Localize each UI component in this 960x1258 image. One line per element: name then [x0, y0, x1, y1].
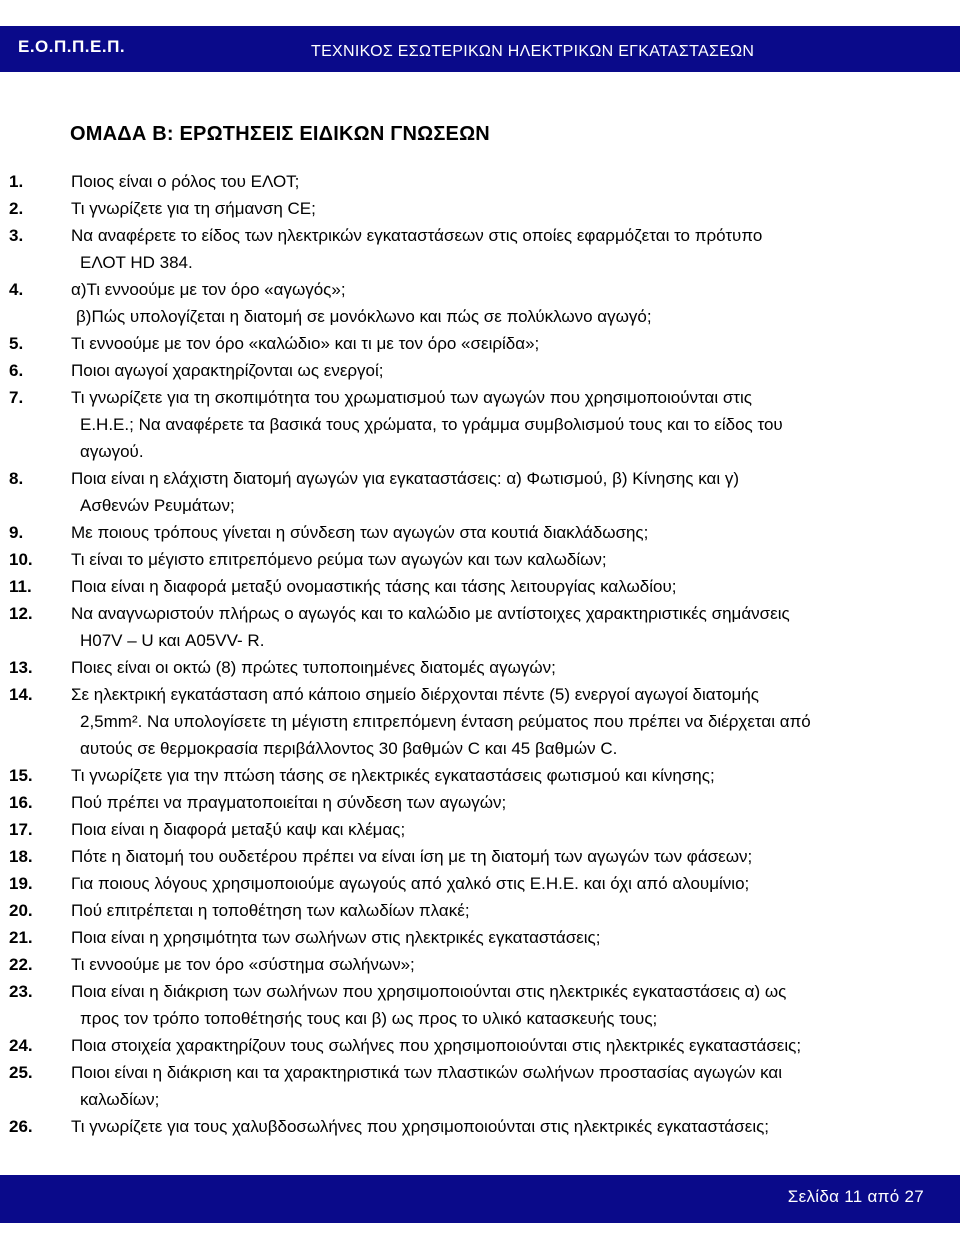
page-number: Σελίδα 11 από 27 [787, 1187, 924, 1206]
question-item [0, 519, 960, 546]
question-text: α)Τι εννοούμε με τον όρο «αγωγός»; [71, 280, 346, 299]
question-list [0, 168, 960, 1140]
question-text: Τι γνωρίζετε για τη σήμανση CE; [71, 199, 316, 218]
question-number: 6. [9, 361, 24, 380]
question-item [0, 924, 960, 951]
header-course-title: ΤΕΧΝΙΚΟΣ ΕΣΩΤΕΡΙΚΩΝ ΗΛΕΚΤΡΙΚΩΝ ΕΓΚΑΤΑΣΤΑΣΕΩΝ [311, 43, 755, 60]
question-number: 18. [9, 847, 33, 866]
question-item [0, 330, 960, 357]
question-item [0, 897, 960, 924]
question-number: 24. [9, 1036, 33, 1055]
question-item [0, 357, 960, 384]
question-item [0, 573, 960, 600]
question-text: Σε ηλεκτρική εγκατάσταση από κάποιο σημείο διέρχονται πέντε (5) ενεργοί αγωγοί διατομής [71, 685, 759, 704]
question-text: Να αναφέρετε το είδος των ηλεκτρικών εγκαταστάσεων στις οποίες εφαρμόζεται το πρότυπο [71, 226, 763, 245]
question-item [0, 816, 960, 843]
question-item [0, 870, 960, 897]
question-number: 14. [9, 685, 33, 704]
question-text-continuation: αυτούς σε θερμοκρασία περιβάλλοντος 30 βαθμών C και 45 βαθμών C. [80, 739, 618, 758]
question-text: Πού επιτρέπεται η τοποθέτηση των καλωδίων πλακέ; [71, 901, 470, 920]
question-text: Ποια στοιχεία χαρακτηρίζουν τους σωλήνες που χρησιμοποιούνται στις ηλεκτρικές εγκαταστάσεις; [71, 1036, 802, 1055]
question-text: Τι εννοούμε με τον όρο «καλώδιο» και τι με τον όρο «σειρίδα»; [71, 334, 540, 353]
question-text: Με ποιους τρόπους γίνεται η σύνδεση των αγωγών στα κουτιά διακλάδωσης; [71, 523, 649, 542]
question-number: 2. [9, 199, 24, 218]
question-text-continuation: β)Πώς υπολογίζεται η διατομή σε μονόκλωνο και πώς σε πολύκλωνο αγωγό; [76, 307, 652, 326]
question-text-continuation: προς τον τρόπο τοποθέτησής τους και β) ως προς το υλικό κατασκευής τους; [80, 1009, 658, 1028]
question-number: 15. [9, 766, 33, 785]
question-number: 22. [9, 955, 33, 974]
question-text-continuation: Ε.Η.Ε.; Να αναφέρετε τα βασικά τους χρώματα, το γράμμα συμβολισμού τους και το είδος του [80, 415, 783, 434]
question-item [0, 222, 960, 276]
header-organization: Ε.Ο.Π.Π.Ε.Π. [18, 37, 126, 56]
question-text: Να αναγνωριστούν πλήρως ο αγωγός και το καλώδιο με αντίστοιχες χαρακτηριστικές σημάνσεις [71, 604, 790, 623]
question-number: 8. [9, 469, 24, 488]
question-item [0, 276, 960, 330]
page-header [0, 0, 960, 95]
question-text: Τι γνωρίζετε για τη σκοπιμότητα του χρωματισμού των αγωγών που χρησιμοποιούνται στις [71, 388, 752, 407]
question-number: 21. [9, 928, 33, 947]
question-number: 26. [9, 1117, 33, 1136]
question-item [0, 978, 960, 1032]
question-text: Τι εννοούμε με τον όρο «σύστημα σωλήνων»; [71, 955, 415, 974]
question-text: Τι είναι το μέγιστο επιτρεπόμενο ρεύμα των αγωγών και των καλωδίων; [71, 550, 607, 569]
question-item [0, 681, 960, 762]
section-title: ΟΜΑΔΑ Β: ΕΡΩΤΗΣΕΙΣ ΕΙΔΙΚΩΝ ΓΝΩΣΕΩΝ [70, 123, 490, 145]
question-item [0, 1032, 960, 1059]
question-text: Πού πρέπει να πραγματοποιείται η σύνδεση των αγωγών; [71, 793, 507, 812]
question-text-continuation: καλωδίων; [80, 1090, 160, 1109]
question-text: Για ποιους λόγους χρησιμοποιούμε αγωγούς από χαλκό στις Ε.Η.Ε. και όχι από αλουμίνιο; [71, 874, 750, 893]
question-text: Ποια είναι η διαφορά μεταξύ καψ και κλέμας; [71, 820, 406, 839]
question-text: Ποια είναι η διάκριση των σωλήνων που χρησιμοποιούνται στις ηλεκτρικές εγκαταστάσεις α) ως [71, 982, 787, 1001]
question-item [0, 654, 960, 681]
question-text-continuation: H07V – U και A05VV- R. [80, 631, 265, 650]
question-text: Ποιοι αγωγοί χαρακτηρίζονται ως ενεργοί; [71, 361, 384, 380]
question-text: Ποιες είναι οι οκτώ (8) πρώτες τυποποιημένες διατομές αγωγών; [71, 658, 556, 677]
question-item [0, 843, 960, 870]
question-text: Πότε η διατομή του ουδετέρου πρέπει να είναι ίση με τη διατομή των αγωγών των φάσεων; [71, 847, 753, 866]
question-item [0, 600, 960, 654]
question-number: 5. [9, 334, 24, 353]
question-number: 10. [9, 550, 33, 569]
question-number: 16. [9, 793, 33, 812]
question-number: 12. [9, 604, 33, 623]
question-text-continuation: αγωγού. [80, 442, 144, 461]
question-text-continuation: 2,5mm². Να υπολογίσετε τη μέγιστη επιτρεπόμενη ένταση ρεύματος που πρέπει να διέρχεται από [80, 712, 811, 731]
question-item [0, 168, 960, 195]
question-item [0, 465, 960, 519]
question-number: 13. [9, 658, 33, 677]
question-item [0, 546, 960, 573]
question-item [0, 1059, 960, 1113]
question-number: 4. [9, 280, 24, 299]
question-text: Ποια είναι η χρησιμότητα των σωλήνων στις ηλεκτρικές εγκαταστάσεις; [71, 928, 601, 947]
page-footer [0, 1175, 960, 1223]
question-item [0, 195, 960, 222]
question-number: 17. [9, 820, 33, 839]
question-text: Ποιοι είναι η διάκριση και τα χαρακτηριστικά των πλαστικών σωλήνων προστασίας αγωγών και [71, 1063, 782, 1082]
question-text: Ποια είναι η ελάχιστη διατομή αγωγών για εγκαταστάσεις: α) Φωτισμού, β) Κίνησης και γ) [71, 469, 739, 488]
question-number: 7. [9, 388, 24, 407]
question-text-continuation: Ασθενών Ρευμάτων; [80, 496, 235, 515]
question-item [0, 1113, 960, 1140]
question-number: 25. [9, 1063, 33, 1082]
question-text: Τι γνωρίζετε για τους χαλυβδοσωλήνες που χρησιμοποιούνται στις ηλεκτρικές εγκαταστάσεις; [71, 1117, 770, 1136]
question-number: 1. [9, 172, 24, 191]
question-item [0, 951, 960, 978]
question-item [0, 789, 960, 816]
question-number: 19. [9, 874, 33, 893]
question-item [0, 762, 960, 789]
question-number: 23. [9, 982, 33, 1001]
question-item [0, 384, 960, 465]
question-number: 9. [9, 523, 24, 542]
question-text: Ποια είναι η διαφορά μεταξύ ονομαστικής τάσης και τάσης λειτουργίας καλωδίου; [71, 577, 677, 596]
question-text: Ποιος είναι ο ρόλος του ΕΛΟΤ; [71, 172, 300, 191]
question-number: 20. [9, 901, 33, 920]
question-number: 3. [9, 226, 24, 245]
question-number: 11. [9, 577, 32, 596]
question-text: Τι γνωρίζετε για την πτώση τάσης σε ηλεκτρικές εγκαταστάσεις φωτισμού και κίνησης; [71, 766, 715, 785]
question-text-continuation: ΕΛΟΤ HD 384. [80, 253, 193, 272]
